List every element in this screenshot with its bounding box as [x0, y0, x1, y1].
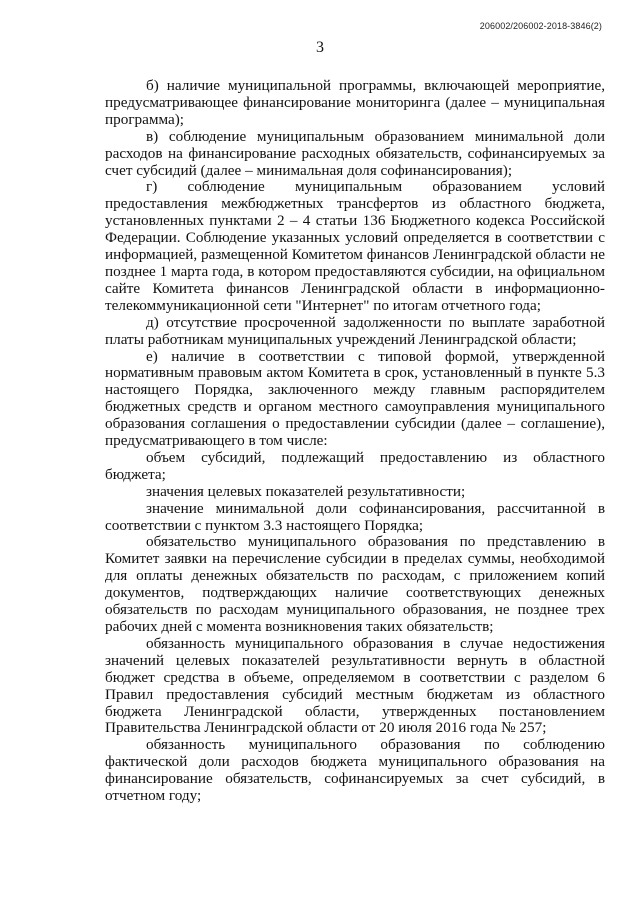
agreement-item-return-obligation: обязанность муниципального образования в случае недостижения значений целевых показателей результативности вернуть в областной бюджет средства в объеме, определяемом в соответствии с разделом 6 Правил предоставления субсидий местным бюджетам из областного бюджета Ленинградской области, утвержденных постановлением Правительства Ленинградской области от 20 июля 2016 года № 257;: [105, 634, 605, 737]
agreement-item-target-indicators: значения целевых показателей результативности;: [146, 482, 466, 500]
paragraph-d: д) отсутствие просроченной задолженности по выплате заработной платы работникам муниципальных учреждений Ленинградской области;: [105, 313, 605, 348]
paragraph-b: б) наличие муниципальной программы, включающей мероприятие, предусматривающее финансирование мониторинга (далее – муниципальная программа);: [105, 77, 605, 128]
paragraph-v: в) соблюдение муниципальным образованием минимальной доли расходов на финансирование расходных обязательств, софинансируемых за счет субсидий (далее – минимальная доля софинансирования);: [105, 127, 605, 179]
agreement-item-subsidy-volume: объем субсидий, подлежащий предоставлению из областного бюджета;: [105, 448, 605, 483]
document-body: [105, 78, 605, 805]
page-number: 3: [316, 39, 324, 56]
document-id: 206002/206002-2018-3846(2): [479, 21, 602, 31]
agreement-item-cofinancing-obligation: обязанность муниципального образования по соблюдению фактической доли расходов бюджета муниципального образования на финансирование обязательств, софинансируемых за счет субсидий, в отчетном году;: [105, 736, 605, 805]
paragraph-g: г) соблюдение муниципальным образованием условий предоставления межбюджетных трансфертов из областного бюджета, установленных пунктами 2 – 4 статьи 136 Бюджетного кодекса Российской Федерации. Соблюдение указанных условий определяется в соответствии с информацией, размещенной Комитетом финансов Ленинградской области не позднее 1 марта года, в котором предоставляются субсидии, на официальном сайте Комитета финансов Ленинградской области в информационно-телекоммуникационной сети "Интернет" по итогам отчетного года;: [105, 178, 605, 314]
agreement-item-application-obligation: обязательство муниципального образования по представлению в Комитет заявки на перечисление субсидии в пределах суммы, необходимой для оплаты денежных обязательств по расходам, с приложением копий документов, подтверждающих наличие соответствующих денежных обязательств по расходам муниципального образования, не позднее трех рабочих дней с момента возникновения таких обязательств;: [105, 533, 605, 635]
agreement-item-min-share: значение минимальной доли софинансирования, рассчитанной в соответствии с пунктом 3.3 настоящего Порядка;: [105, 499, 605, 534]
paragraph-e: е) наличие в соответствии с типовой формой, утвержденной нормативным правовым актом Комитета в срок, установленный в пункте 5.3 настоящего Порядка, заключенного между главным распорядителем бюджетных средств и органом местного самоуправления муниципального образования соглашения о предоставлении субсидии (далее – соглашение), предусматривающего в том числе:: [105, 347, 605, 450]
